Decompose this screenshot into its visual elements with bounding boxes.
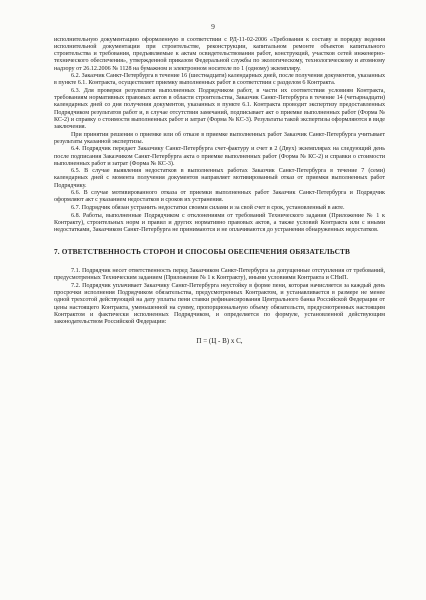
paragraph-6-7: 6.7. Подрядчик обязан устранить недостатки своими силами и за свой счет в срок, установленный в акте. (71, 205, 345, 212)
section-heading: 7. ОТВЕТСТВЕННОСТЬ СТОРОН И СПОСОБЫ ОБЕСПЕЧЕНИЯ ОБЯЗАТЕЛЬСТВ (54, 247, 351, 257)
paragraph-continuation: исполнительную документацию оформленную в соответствии с РД-11-02-2006 «Требования к составу и порядку ведения исполнительной документации при строительстве, реконструкции, капитальном ремонте объектов капитального строительства и требования, предъявляемые к актам освидетельствования работ, конструкций, участков сетей инженерно-технического обеспечения», утвержденной приказом Федеральной службы по экологическому, технологическому и атомному надзору от 26.12.2006 № 1128 на бумажном и электронном носителе по 1 (одному) экземпляру. (54, 37, 385, 72)
paragraph-7-1: 7.1. Подрядчик несет ответственность перед Заказчиком Санкт-Петербурга за допущенные отступления от требований, предусмотренных Техническим заданием (Приложение № 1 к Контракту), иными условиями Контракта и СНиП. (54, 268, 385, 282)
penalty-formula: П = (Ц - В) х С, (196, 336, 243, 345)
paragraph-6-4: 6.4. Подрядчик передает Заказчику Санкт-Петербурга счет-фактуру и счет в 2 (Двух) экземплярах на следующий день после подписания Заказчиком Санкт-Петербурга акта о приемке выполненных работ (Форма № КС-2) и справки о стоимости выполненных работ и затрат (Форма № КС-3). (54, 146, 385, 167)
paragraph-6-8: 6.8. Работы, выполненные Подрядчиком с отклонениями от требований Технического задания (Приложение № 1 к Контракту), строительных норм и правил и других нормативно правовых актов, а также условий Контракта или с иными недостатками, Заказчиком Санкт-Петербурга не принимаются и не оплачиваются до устранения обнаруженных недостатков. (54, 212, 385, 234)
paragraph-decision: При принятии решения о приемке или об отказе в приемке выполненных работ Заказчик Санкт-Петербурга учитывает результаты указанной экспертизы. (54, 131, 385, 145)
document-body (54, 37, 385, 346)
paragraph-6-5: 6.5. В случае выявления недостатков в выполненных работах Заказчик Санкт-Петербурга в течение 7 (семи) календарных дней с момента получения документов направляет мотивированный отказ от приемки выполненных работ Подрядчику. (54, 168, 385, 189)
paragraph-6-6: 6.6. В случае мотивированного отказа от приемки выполненных работ Заказчик Санкт-Петербурга и Подрядчик оформляют акт с указанием недостатков и сроков их устранения. (54, 190, 385, 204)
paragraph-7-2: 7.2. Подрядчик уплачивает Заказчику Санкт-Петербурга неустойку в форме пени, которая начисляется за каждый день просрочки исполнения Подрядчиком обязательства, предусмотренных Контрактом, и устанавливается в размере не менее одной трехсотой действующей на дату уплаты пени ставки рефинансирования Центрального банка Российской Федерации от цены настоящего Контракта, уменьшенной на сумму, пропорциональную объему обязательств, предусмотренных настоящим Контрактом и фактически исполненных Подрядчиком, и определяется по формуле, установленной действующим законодательством Российской Федерации: (54, 283, 385, 325)
paragraph-6-3: 6.3. Для проверки результатов выполненных Подрядчиком работ, в части их соответствия условиям Контракта, требованиям нормативных правовых актов в области строительства, Заказчик Санкт-Петербурга в течение 14 (четырнадцати) календарных дней со дня получения документов, указанных в пункте 6.1. Контракта проводит экспертизу предоставленных Подрядчиком результатов работ и, в случае отсутствия замечаний, подписывает акт о приемке выполненных работ (Форма № КС-2) и справку о стоимости выполненных работ и затрат (Форма № КС-3). Результаты такой экспертизы оформляются в виде заключения. (54, 88, 385, 130)
page-number: 9 (211, 22, 215, 31)
paragraph-6-2: 6.2. Заказчик Санкт-Петербурга в течение 16 (шестнадцати) календарных дней, после получения документов, указанных в пункте 6.1. Контракта, осуществляет приемку выполненных работ в соответствии с разделом 6 Контракта. (54, 73, 385, 87)
